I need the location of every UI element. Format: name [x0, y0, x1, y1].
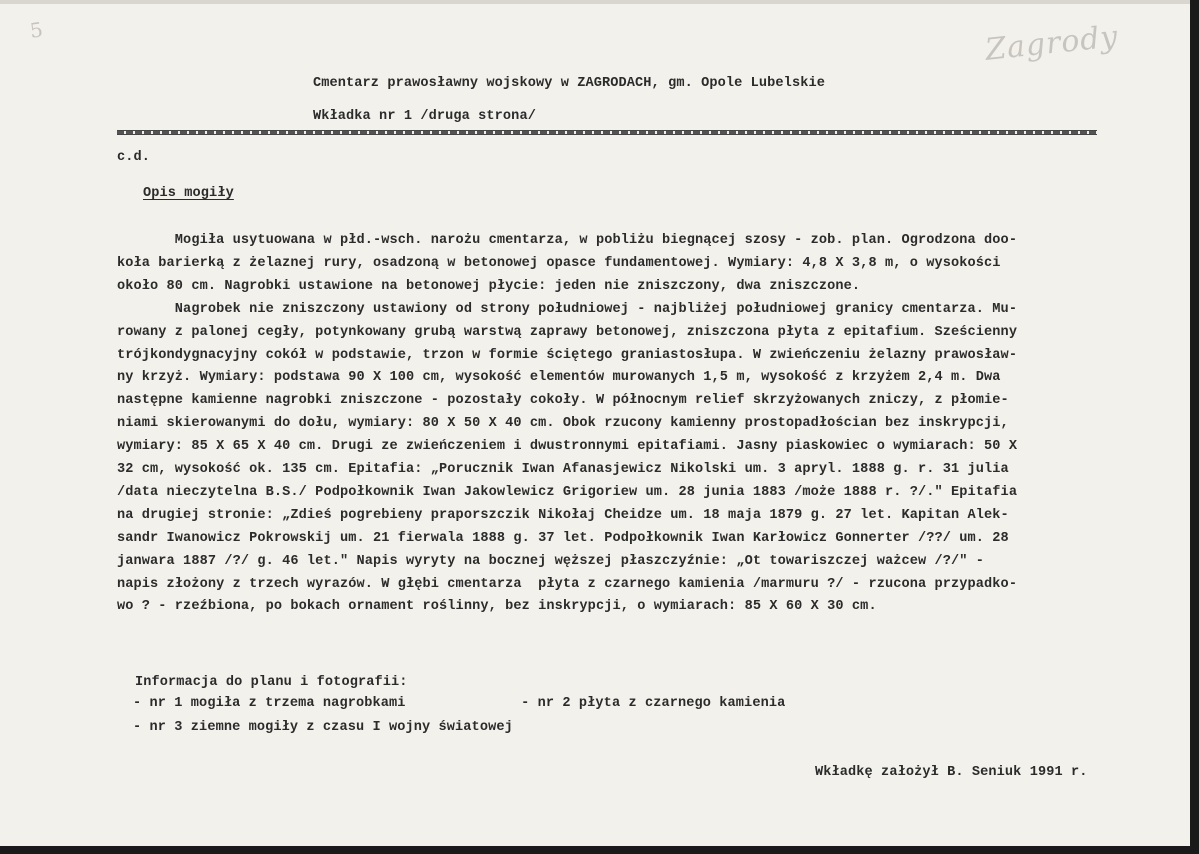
description-line: 32 cm, wysokość ok. 135 cm. Epitafia: „Porucznik Iwan Afanasjewicz Nikolski um. 3 apryl. 1888 g. r. 31 julia [117, 462, 1009, 477]
description-line: janwara 1887 /?/ g. 46 let." Napis wyryty na bocznej węższej płaszczyźnie: „Ot towariszczej ważcew /?/" - [117, 553, 985, 569]
description-line: wymiary: 85 X 65 X 40 cm. Drugi ze zwieńczeniem i dwustronnymi epitafiami. Jasny piaskowiec o wymiarach: 50 X [117, 439, 1018, 455]
signature-line: Wkładkę założył B. Seniuk 1991 r. [815, 765, 1088, 780]
description-line: następne kamienne nagrobki zniszczone - pozostały cokoły. W północnym relief skrzyżowanych zniczy, z płomie- [117, 393, 1009, 409]
description-line: rowany z palonej cegły, potynkowany grubą warstwą zaprawy betonowej, zniszczona płyta z epitafium. Sześcienny [117, 324, 1018, 340]
description-line: /data nieczytelna B.S./ Podpołkownik Iwan Jakowlewicz Grigoriew um. 28 junia 1883 /może 1888 r. ?/." Epitafia [117, 484, 1018, 500]
document-subtitle: Wkładka nr 1 /druga strona/ [313, 109, 536, 124]
description-line: Nagrobek nie zniszczony ustawiony od strony południowej - najbliżej południowej granicy cmentarza. Mu- [117, 301, 1018, 317]
description-line: niami skierowanymi do dołu, wymiary: 80 X 50 X 40 cm. Obok rzucony kamienny prostopadłościan bez inskrypcji, [117, 416, 1009, 432]
description-line: sandr Iwanowicz Pokrowskij um. 21 fierwala 1888 g. 37 let. Podpołkownik Iwan Karłowicz Gonnerter /??/ um. 28 [117, 530, 1009, 546]
description-line: około 80 cm. Nagrobki ustawione na betonowej płycie: jeden nie zniszczony, dwa zniszczone. [117, 278, 861, 294]
info-list-item: - nr 3 ziemne mogiły z czasu I wojny światowej [133, 720, 513, 735]
description-line: napis złożony z trzech wyrazów. W głębi cmentarza płyta z czarnego kamienia /marmuru ?/ - rzucona przypadko- [117, 576, 1018, 592]
separator-rule [117, 130, 1097, 135]
handwritten-note: Zagrody [983, 19, 1120, 68]
continuation-label: c.d. [117, 150, 151, 165]
description-line: Mogiła usytuowana w płd.-wsch. narożu cmentarza, w pobliżu biegnącej szosy - zob. plan. Ogrodzona doo- [117, 233, 1018, 248]
description-line: koła barierką z żelaznej rury, osadzoną w betonowej opasce fundamentowej. Wymiary: 4,8 X 3,8 m, o wysokości [117, 255, 1001, 271]
scan-edge [0, 0, 1190, 4]
margin-mark: 5 [28, 17, 45, 43]
info-heading: Informacja do planu i fotografii: [135, 675, 408, 690]
document-title: Cmentarz prawosławny wojskowy w ZAGRODACH, gm. Opole Lubelskie [313, 76, 825, 91]
description-line: trójkondygnacyjny cokół w podstawie, trzon w formie ściętego graniastosłupa. W zwieńczeniu żelazny prawosław- [117, 347, 1018, 363]
description-line: wo ? - rzeźbiona, po bokach ornament roślinny, bez inskrypcji, o wymiarach: 85 X 60 X 30 cm. [117, 599, 877, 615]
info-list-item: - nr 1 mogiła z trzema nagrobkami - nr 2 płyta z czarnego kamienia [133, 696, 786, 711]
description-line: ny krzyż. Wymiary: podstawa 90 X 100 cm, wysokość elementów murowanych 1,5 m, wysokość z krzyżem 2,4 m. Dwa [117, 370, 1001, 386]
section-heading: Opis mogiły [143, 186, 234, 201]
description-line: na drugiej stronie: „Zdieś pogrebieny praporszczik Nikołaj Cheidze um. 18 maja 1879 g. 27 let. Kapitan Alek- [117, 507, 1009, 523]
